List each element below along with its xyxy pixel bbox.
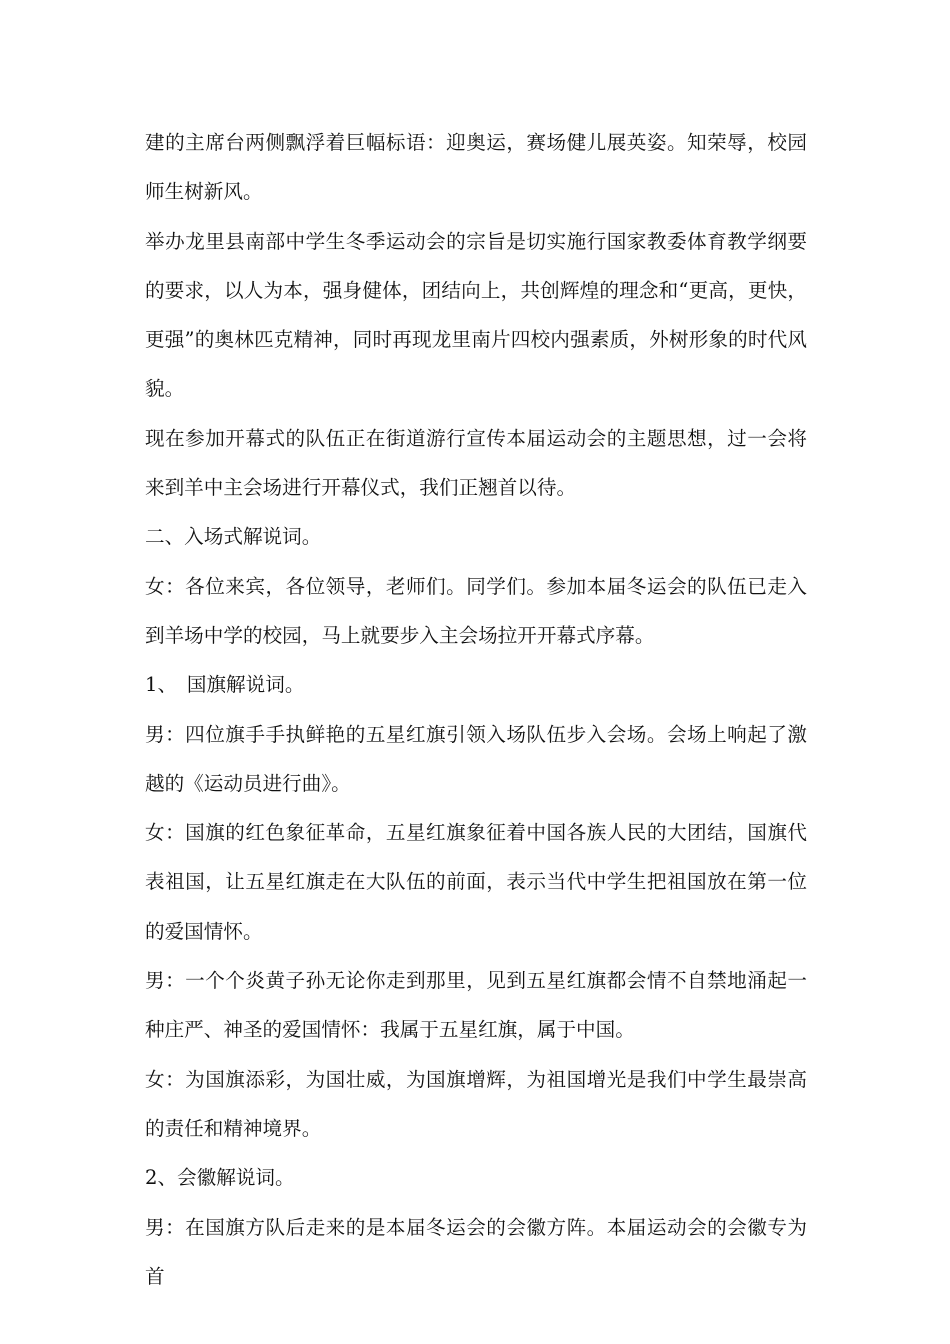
paragraph-male-emblem: 男：在国旗方队后走来的是本届冬运会的会徽方阵。本届运动会的会徽专为首: [145, 1215, 807, 1288]
paragraph-female-flag-meaning: 女：国旗的红色象征革命，五星红旗象征着中国各族人民的大团结，国旗代表祖国，让五星红旗走在大队伍的前面，表示当代中学生把祖国放在第一位的爱国情怀。: [145, 821, 807, 943]
heading-emblem-commentary: 2、会徽解说词。: [145, 1166, 295, 1190]
paragraph-male-patriotism: 男：一个个炎黄子孙无论你走到那里，见到五星红旗都会情不自禁地涌起一种庄严、神圣的爱国情怀：我属于五星红旗，属于中国。: [145, 969, 807, 1042]
paragraph-parade: 现在参加开幕式的队伍正在街道游行宣传本届运动会的主题思想，过一会将来到羊中主会场进行开幕仪式，我们正翘首以待。: [145, 426, 807, 500]
document-body: [145, 118, 807, 1301]
paragraph-purpose: 举办龙里县南部中学生冬季运动会的宗旨是切实施行国家教委体育教学纲要的要求，以人为本，强身健体，团结向上，共创辉煌的理念和“更高，更快，更强”的奥林匹克精神，同时再现龙里南片四校内强素质，外树形象的时代风貌。: [145, 229, 807, 401]
paragraph-male-flag-bearers: 男：四位旗手手执鲜艳的五星红旗引领入场队伍步入会场。会场上响起了激越的《运动员进行曲》。: [145, 722, 807, 795]
heading-entrance-commentary: 二、入场式解说词。: [145, 525, 322, 549]
paragraph-stage-slogans: 建的主席台两侧飘浮着巨幅标语：迎奥运，赛场健儿展英姿。知荣辱，校园师生树新风。: [145, 131, 807, 204]
heading-flag-commentary: 1、 国旗解说词。: [145, 673, 305, 697]
paragraph-female-honor: 女：为国旗添彩，为国壮威，为国旗增辉，为祖国增光是我们中学生最崇高的责任和精神境界。: [145, 1067, 807, 1140]
paragraph-female-welcome: 女：各位来宾，各位领导，老师们。同学们。参加本届冬运会的队伍已走入到羊场中学的校园，马上就要步入主会场拉开开幕式序幕。: [145, 574, 807, 647]
